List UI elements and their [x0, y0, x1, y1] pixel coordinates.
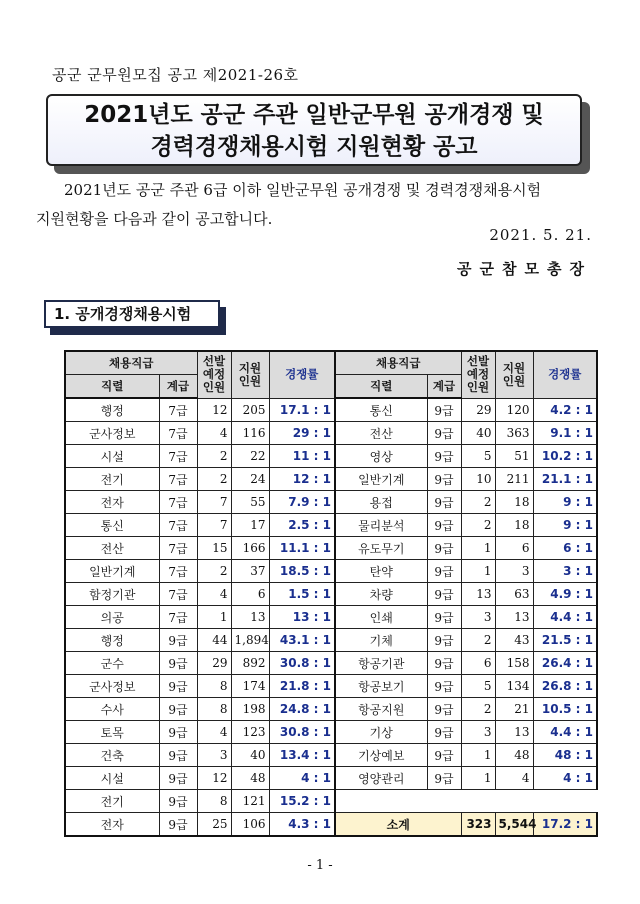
grade-cell: 9급	[427, 468, 461, 491]
subtotal-rate: 17.2 : 1	[533, 813, 597, 837]
applicants-cell: 21	[495, 698, 533, 721]
planned-cell: 1	[197, 606, 231, 629]
applicants-cell: 17	[231, 514, 269, 537]
job-cell: 군수	[65, 652, 159, 675]
job-cell: 시설	[65, 445, 159, 468]
job-cell: 인쇄	[335, 606, 427, 629]
grade-cell: 9급	[159, 767, 197, 790]
subtotal-applicants: 5,544	[495, 813, 533, 837]
rate-cell: 11.1 : 1	[269, 537, 335, 560]
job-cell: 기상예보	[335, 744, 427, 767]
table-row	[65, 583, 597, 606]
grade-cell: 9급	[427, 583, 461, 606]
rate-cell: 6 : 1	[533, 537, 597, 560]
job-cell: 군사정보	[65, 422, 159, 445]
rate-cell: 4.2 : 1	[533, 398, 597, 422]
rate-cell: 21.8 : 1	[269, 675, 335, 698]
job-cell: 용접	[335, 491, 427, 514]
job-cell: 행정	[65, 629, 159, 652]
rate-cell: 13 : 1	[269, 606, 335, 629]
grade-cell: 9급	[159, 790, 197, 813]
applicants-cell: 40	[231, 744, 269, 767]
grade-cell: 9급	[427, 560, 461, 583]
page-number: - 1 -	[307, 858, 333, 873]
job-cell: 항공기관	[335, 652, 427, 675]
rate-cell: 4.4 : 1	[533, 606, 597, 629]
applicants-cell: 123	[231, 721, 269, 744]
planned-cell: 3	[461, 606, 495, 629]
table-row	[65, 560, 597, 583]
rate-cell: 9.1 : 1	[533, 422, 597, 445]
grade-cell: 7급	[159, 491, 197, 514]
applicants-cell: 48	[231, 767, 269, 790]
rate-cell: 10.2 : 1	[533, 445, 597, 468]
applicants-cell: 18	[495, 491, 533, 514]
table-row	[65, 537, 597, 560]
grade-cell: 9급	[427, 675, 461, 698]
job-cell: 수사	[65, 698, 159, 721]
intro-line-1: 2021년도 공군 주관 6급 이하 일반군무원 공개경쟁 및 경력경쟁채용시험	[64, 181, 542, 199]
planned-cell: 1	[461, 560, 495, 583]
rate-cell: 48 : 1	[533, 744, 597, 767]
rate-cell: 17.1 : 1	[269, 398, 335, 422]
grade-cell: 7급	[159, 560, 197, 583]
grade-cell: 9급	[427, 606, 461, 629]
applicants-cell: 22	[231, 445, 269, 468]
job-cell: 탄약	[335, 560, 427, 583]
applicants-cell: 134	[495, 675, 533, 698]
rate-cell: 21.1 : 1	[533, 468, 597, 491]
header-rate-left: 경쟁률	[269, 351, 335, 398]
job-cell: 차량	[335, 583, 427, 606]
rate-cell: 29 : 1	[269, 422, 335, 445]
applicants-cell: 13	[231, 606, 269, 629]
planned-cell: 2	[461, 514, 495, 537]
table-row	[65, 721, 597, 744]
planned-cell: 2	[461, 629, 495, 652]
planned-cell: 44	[197, 629, 231, 652]
applicants-cell: 121	[231, 790, 269, 813]
table-row	[65, 445, 597, 468]
header-grade-right: 계급	[427, 375, 461, 399]
applicants-cell: 51	[495, 445, 533, 468]
applicants-cell: 166	[231, 537, 269, 560]
planned-cell: 7	[197, 514, 231, 537]
header-recruit-group-left: 채용직급	[65, 351, 197, 375]
rate-cell: 11 : 1	[269, 445, 335, 468]
header-job-left: 직렬	[65, 375, 159, 399]
rate-cell: 7.9 : 1	[269, 491, 335, 514]
grade-cell: 9급	[427, 514, 461, 537]
rate-cell: 24.8 : 1	[269, 698, 335, 721]
applicants-cell: 55	[231, 491, 269, 514]
table-header-row-1	[65, 351, 597, 375]
grade-cell: 9급	[427, 652, 461, 675]
rate-cell: 26.8 : 1	[533, 675, 597, 698]
planned-cell: 12	[197, 398, 231, 422]
table-row	[65, 813, 597, 837]
header-applicants-left: 지원 인원	[231, 351, 269, 398]
intro-line-2: 지원현황을 다음과 같이 공고합니다.	[36, 210, 273, 228]
table-row	[65, 491, 597, 514]
table-row	[65, 398, 597, 422]
planned-cell: 13	[461, 583, 495, 606]
planned-cell: 1	[461, 767, 495, 790]
rate-cell: 12 : 1	[269, 468, 335, 491]
applicants-cell: 37	[231, 560, 269, 583]
title-box	[46, 94, 582, 166]
table-row	[65, 606, 597, 629]
job-cell: 전기	[65, 468, 159, 491]
table-row	[65, 422, 597, 445]
planned-cell: 29	[197, 652, 231, 675]
table-row	[65, 652, 597, 675]
grade-cell: 9급	[427, 537, 461, 560]
rate-cell: 1.5 : 1	[269, 583, 335, 606]
issuer: 공군참모총장	[457, 260, 592, 278]
subtotal-planned: 323	[461, 813, 495, 837]
job-cell: 항공보기	[335, 675, 427, 698]
job-cell: 의공	[65, 606, 159, 629]
applicants-cell: 205	[231, 398, 269, 422]
grade-cell: 9급	[159, 698, 197, 721]
planned-cell: 4	[197, 422, 231, 445]
notice-date: 2021. 5. 21.	[489, 226, 592, 244]
grade-cell: 9급	[159, 629, 197, 652]
job-cell: 기상	[335, 721, 427, 744]
grade-cell: 9급	[159, 813, 197, 837]
planned-cell: 2	[461, 491, 495, 514]
rate-cell: 4.3 : 1	[269, 813, 335, 837]
table-row	[65, 744, 597, 767]
section-heading: 1. 공개경쟁채용시험	[44, 300, 220, 328]
job-cell: 전산	[65, 537, 159, 560]
rate-cell: 9 : 1	[533, 514, 597, 537]
job-cell: 건축	[65, 744, 159, 767]
table-row	[65, 675, 597, 698]
applicants-cell: 1,894	[231, 629, 269, 652]
job-cell: 군사정보	[65, 675, 159, 698]
grade-cell: 7급	[159, 606, 197, 629]
rate-cell: 43.1 : 1	[269, 629, 335, 652]
rate-cell: 4 : 1	[269, 767, 335, 790]
rate-cell: 21.5 : 1	[533, 629, 597, 652]
notice-number: 공군 군무원모집 공고 제2021-26호	[52, 66, 299, 84]
title-line-2: 경력경쟁채용시험 지원현황 공고	[150, 134, 478, 160]
grade-cell: 7급	[159, 468, 197, 491]
rate-cell: 9 : 1	[533, 491, 597, 514]
job-cell: 영양관리	[335, 767, 427, 790]
job-cell: 항공지원	[335, 698, 427, 721]
applicants-cell: 116	[231, 422, 269, 445]
planned-cell: 3	[461, 721, 495, 744]
rate-cell: 15.2 : 1	[269, 790, 335, 813]
grade-cell: 7급	[159, 422, 197, 445]
title-line-1: 2021년도 공군 주관 일반군무원 공개경쟁 및	[84, 102, 544, 128]
grade-cell: 9급	[427, 398, 461, 422]
job-cell: 물리분석	[335, 514, 427, 537]
job-cell: 기체	[335, 629, 427, 652]
planned-cell: 1	[461, 537, 495, 560]
planned-cell: 15	[197, 537, 231, 560]
planned-cell: 4	[197, 583, 231, 606]
rate-cell: 2.5 : 1	[269, 514, 335, 537]
header-planned-right: 선발 예정 인원	[461, 351, 495, 398]
job-cell: 일반기계	[65, 560, 159, 583]
planned-cell: 4	[197, 721, 231, 744]
job-cell: 유도무기	[335, 537, 427, 560]
planned-cell: 2	[197, 445, 231, 468]
rate-cell: 10.5 : 1	[533, 698, 597, 721]
job-cell: 행정	[65, 398, 159, 422]
applicants-cell: 13	[495, 606, 533, 629]
applicants-cell: 198	[231, 698, 269, 721]
subtotal-label: 소계	[335, 813, 461, 837]
grade-cell: 7급	[159, 583, 197, 606]
job-cell: 일반기계	[335, 468, 427, 491]
applicants-cell: 363	[495, 422, 533, 445]
rate-cell: 4.9 : 1	[533, 583, 597, 606]
planned-cell: 12	[197, 767, 231, 790]
header-planned-left: 선발 예정 인원	[197, 351, 231, 398]
table-row	[65, 790, 597, 813]
planned-cell: 5	[461, 445, 495, 468]
planned-cell: 25	[197, 813, 231, 837]
applicant-status-table	[64, 350, 598, 837]
grade-cell: 9급	[427, 491, 461, 514]
rate-cell: 30.8 : 1	[269, 721, 335, 744]
rate-cell: 26.4 : 1	[533, 652, 597, 675]
applicants-cell: 13	[495, 721, 533, 744]
applicants-cell: 18	[495, 514, 533, 537]
job-cell: 함정기관	[65, 583, 159, 606]
planned-cell: 2	[461, 698, 495, 721]
planned-cell: 1	[461, 744, 495, 767]
grade-cell: 7급	[159, 514, 197, 537]
applicants-cell: 63	[495, 583, 533, 606]
job-cell: 토목	[65, 721, 159, 744]
applicants-cell: 211	[495, 468, 533, 491]
empty-cell	[335, 790, 597, 813]
table-row	[65, 468, 597, 491]
grade-cell: 9급	[427, 744, 461, 767]
planned-cell: 6	[461, 652, 495, 675]
rate-cell: 3 : 1	[533, 560, 597, 583]
header-rate-right: 경쟁률	[533, 351, 597, 398]
table-row	[65, 698, 597, 721]
job-cell: 시설	[65, 767, 159, 790]
table-row	[65, 629, 597, 652]
header-applicants-right: 지원 인원	[495, 351, 533, 398]
job-cell: 전산	[335, 422, 427, 445]
table-row	[65, 514, 597, 537]
planned-cell: 29	[461, 398, 495, 422]
applicants-cell: 43	[495, 629, 533, 652]
applicants-cell: 106	[231, 813, 269, 837]
job-cell: 전자	[65, 813, 159, 837]
applicants-cell: 892	[231, 652, 269, 675]
grade-cell: 9급	[159, 652, 197, 675]
job-cell: 통신	[65, 514, 159, 537]
planned-cell: 2	[197, 560, 231, 583]
rate-cell: 4.4 : 1	[533, 721, 597, 744]
grade-cell: 7급	[159, 398, 197, 422]
rate-cell: 18.5 : 1	[269, 560, 335, 583]
applicants-cell: 3	[495, 560, 533, 583]
planned-cell: 2	[197, 468, 231, 491]
job-cell: 전자	[65, 491, 159, 514]
planned-cell: 5	[461, 675, 495, 698]
planned-cell: 40	[461, 422, 495, 445]
applicants-cell: 158	[495, 652, 533, 675]
grade-cell: 7급	[159, 537, 197, 560]
grade-cell: 7급	[159, 445, 197, 468]
planned-cell: 3	[197, 744, 231, 767]
table-row	[65, 767, 597, 790]
job-cell: 영상	[335, 445, 427, 468]
grade-cell: 9급	[427, 445, 461, 468]
planned-cell: 8	[197, 698, 231, 721]
header-job-right: 직렬	[335, 375, 427, 399]
grade-cell: 9급	[427, 721, 461, 744]
applicants-cell: 24	[231, 468, 269, 491]
applicants-cell: 4	[495, 767, 533, 790]
header-recruit-group-right: 채용직급	[335, 351, 461, 375]
grade-cell: 9급	[427, 767, 461, 790]
header-grade-left: 계급	[159, 375, 197, 399]
grade-cell: 9급	[159, 744, 197, 767]
grade-cell: 9급	[427, 698, 461, 721]
planned-cell: 10	[461, 468, 495, 491]
rate-cell: 30.8 : 1	[269, 652, 335, 675]
applicants-cell: 174	[231, 675, 269, 698]
planned-cell: 7	[197, 491, 231, 514]
grade-cell: 9급	[159, 721, 197, 744]
planned-cell: 8	[197, 790, 231, 813]
rate-cell: 4 : 1	[533, 767, 597, 790]
grade-cell: 9급	[427, 422, 461, 445]
job-cell: 전기	[65, 790, 159, 813]
job-cell: 통신	[335, 398, 427, 422]
applicants-cell: 6	[495, 537, 533, 560]
planned-cell: 8	[197, 675, 231, 698]
grade-cell: 9급	[159, 675, 197, 698]
grade-cell: 9급	[427, 629, 461, 652]
applicants-cell: 120	[495, 398, 533, 422]
applicants-cell: 6	[231, 583, 269, 606]
applicants-cell: 48	[495, 744, 533, 767]
rate-cell: 13.4 : 1	[269, 744, 335, 767]
